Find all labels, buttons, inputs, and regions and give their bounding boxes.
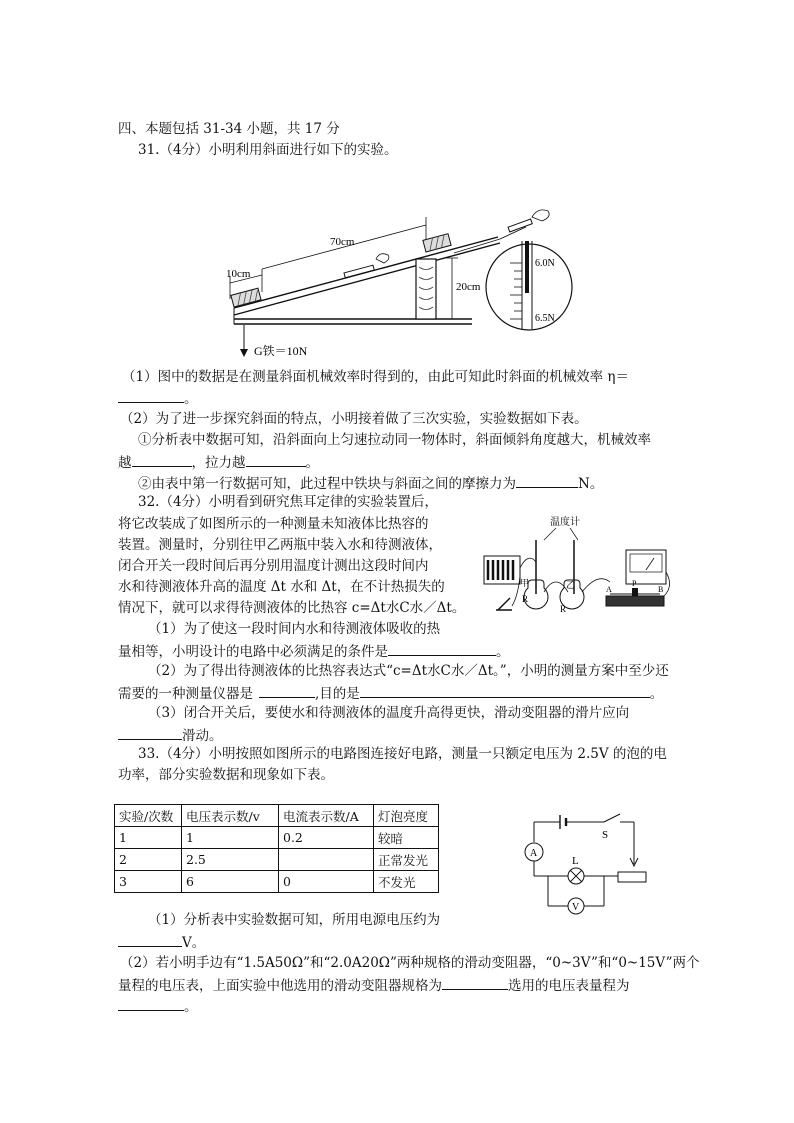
q32-l8-1: 量相等，小明设计的电路中必须满足的条件是 — [118, 644, 388, 660]
calorimeter-figure — [478, 512, 680, 622]
q32-answer-instrument[interactable] — [259, 684, 315, 698]
table-header-row — [115, 805, 439, 827]
scale-label-top: 6.0N — [535, 258, 555, 269]
q31-p3b-2: ，拉力越 — [191, 455, 246, 471]
table-header-cell: 灯泡亮度 — [374, 805, 439, 827]
table-cell: 2.5 — [182, 849, 279, 871]
q32-l10-1: 需要的一种测量仪器是 — [118, 686, 253, 702]
q32-l6: 情况下，就可以求得待测液体的比热容 c=Δt水C水／Δt。 — [118, 600, 466, 616]
q33-p3-1: 量程的电压表，上面实验中他选用的滑动变阻器规格为 — [118, 978, 442, 994]
label-rheo-a: A — [606, 585, 612, 594]
section-header: 四、本题包括 31-34 小题，共 17 分 — [118, 121, 340, 137]
incline-figure — [226, 203, 588, 361]
q31-answer-force-trend[interactable] — [246, 453, 306, 467]
q31-p4-1: ②由表中第一行数据可知，此过程中铁块与斜面之间的摩擦力为 — [138, 476, 516, 492]
q32-l1: 32.（4分）小明看到研究焦耳定律的实验装置后， — [138, 494, 439, 510]
label-jar-b: 乙 — [566, 580, 576, 590]
ammeter-icon: A — [530, 848, 538, 859]
q33-p2: （2）若小明手边有“1.5A50Ω”和“2.0A20Ω”两种规格的滑动变阻器，“0~3V”和“0~15V”两个 — [120, 955, 700, 971]
q33-p1b: V。 — [182, 935, 206, 951]
table-cell: 3 — [115, 871, 182, 893]
table-header-cell: 电压表示数/v — [182, 805, 279, 827]
q33-p3-2: 选用的电压表量程为 — [508, 978, 630, 994]
label-thermometer: 温度计 — [550, 517, 580, 528]
table-row — [115, 827, 439, 849]
label-weight: G铁＝10N — [254, 344, 308, 358]
table-cell: 正常发光 — [374, 849, 439, 871]
q32-l5: 水和待测液体升高的温度 Δt 水和 Δt，在不计热损失的 — [118, 579, 445, 595]
q32-l10-3: 。 — [649, 686, 664, 702]
q31-p3a: ①分析表中数据可知，沿斜面向上匀速拉动同一物体时，斜面倾斜角度越大，机械效率 — [138, 432, 651, 448]
q33-p1: （1）分析表中实验数据可知，所用电源电压约为 — [148, 912, 441, 928]
q32-l7: （1）为了使这一段时间内水和待测液体吸收的热 — [148, 621, 441, 637]
q33-data-table — [114, 804, 439, 893]
q31-p1: （1）图中的数据是在测量斜面机械效率时得到的，由此可知此时斜面的机械效率 η＝ — [122, 369, 629, 385]
q33-p4: 。 — [184, 999, 198, 1015]
q32-answer-purpose[interactable] — [360, 684, 650, 698]
q31-p3b-1: 越 — [118, 455, 132, 471]
q32-answer-direction[interactable] — [118, 726, 182, 740]
q32-l10-2: ,目的是 — [315, 686, 360, 702]
q31-answer-efficiency[interactable] — [118, 389, 184, 403]
q32-l3: 装置。测量时，分别往甲乙两瓶中装入水和待测液体， — [118, 537, 442, 553]
q33-answer-voltage[interactable] — [118, 933, 182, 947]
label-rheo-p: P — [632, 579, 637, 588]
label-jar-a: 甲 — [520, 578, 530, 588]
table-cell: 较暗 — [374, 827, 439, 849]
table-header-cell: 实验/次数 — [115, 805, 182, 827]
table-row — [115, 871, 439, 893]
scale-label-bottom: 6.5N — [535, 313, 555, 324]
q31-p2: （2）为了进一步探究斜面的特点，小明接着做了三次实验，实验数据如下表。 — [120, 411, 588, 427]
label-70cm: 70cm — [330, 236, 355, 248]
table-cell: 0 — [279, 871, 374, 893]
table-cell: 1 — [182, 827, 279, 849]
q31-answer-efficiency-trend[interactable] — [132, 453, 192, 467]
label-lamp: L — [572, 855, 579, 867]
q31-p4-2: N。 — [578, 476, 604, 492]
q32-l2: 将它改装成了如图所示的一种测量未知液体比热容的 — [118, 516, 429, 532]
circuit-diagram — [520, 812, 650, 924]
q31-title: 31.（4分）小明利用斜面进行如下的实验。 — [138, 142, 398, 158]
q33-answer-rheostat[interactable] — [442, 976, 508, 990]
table-cell: 不发光 — [374, 871, 439, 893]
label-r1: R — [522, 594, 529, 604]
table-cell: 2 — [115, 849, 182, 871]
q33-l1: 33.（4分）小明按照如图所示的电路图连接好电路，测量一只额定电压为 2.5V 的泡的电 — [138, 746, 667, 762]
label-r2: R — [560, 604, 567, 614]
q32-l8-2: 。 — [496, 644, 510, 660]
q32-l11: （3）闭合开关后，要使水和待测液体的温度升高得更快，滑动变阻器的滑片应向 — [148, 705, 630, 721]
q33-answer-range[interactable] — [118, 997, 184, 1011]
q32-l12: 滑动。 — [182, 728, 223, 744]
label-rheo-b: B — [658, 585, 664, 594]
q31-answer-friction[interactable] — [516, 474, 578, 488]
q32-l9: （2）为了得出待测液体的比热容表达式“c=Δt水C水／Δt。”，小明的测量方案中至少还 — [148, 663, 669, 679]
table-cell[interactable] — [279, 849, 374, 871]
q32-l4: 闭合开关一段时间后再分别用温度计测出这段时间内 — [118, 558, 429, 574]
table-row — [115, 849, 439, 871]
q33-l2: 功率，部分实验数据和现象如下表。 — [118, 767, 334, 783]
q32-answer-condition[interactable] — [388, 642, 496, 656]
voltmeter-icon: V — [572, 902, 580, 913]
label-switch: S — [602, 829, 609, 841]
table-header-cell: 电流表示数/A — [279, 805, 374, 827]
q31-p3b-3: 。 — [305, 455, 319, 471]
table-cell: 0.2 — [279, 827, 374, 849]
q31-p1-end: 。 — [184, 391, 198, 407]
table-cell: 1 — [115, 827, 182, 849]
label-20cm: 20cm — [456, 281, 481, 293]
table-cell: 6 — [182, 871, 279, 893]
label-10cm: 10cm — [226, 268, 251, 280]
